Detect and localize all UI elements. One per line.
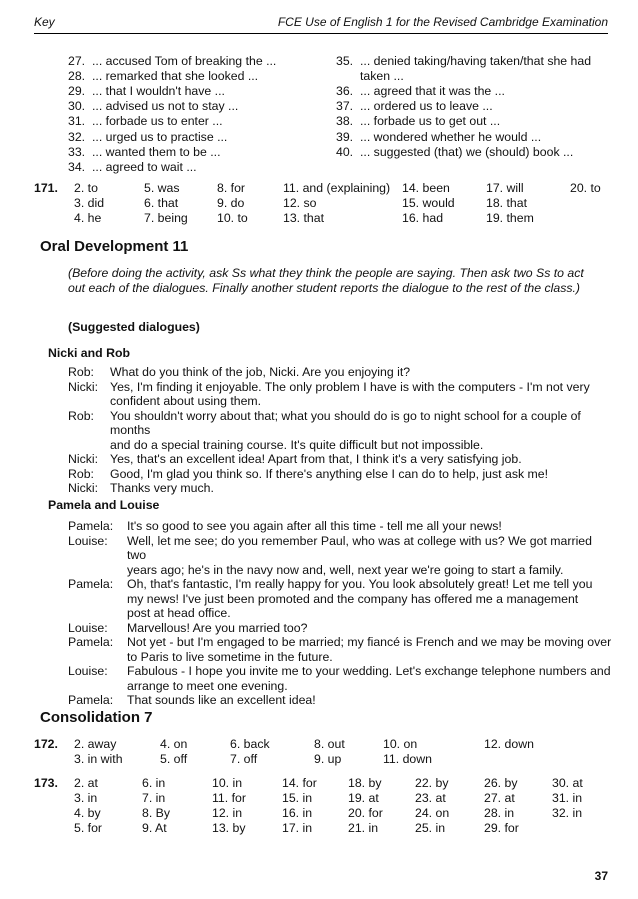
speaker-label: Pamela: xyxy=(68,519,114,533)
answer-item: 10. on xyxy=(383,737,418,751)
dialogue-line xyxy=(68,563,613,578)
answer-item: 4. on xyxy=(160,737,188,751)
speaker-label: Pamela: xyxy=(68,577,114,591)
answer-item: 17. will xyxy=(486,181,524,195)
answer-item: 32. in xyxy=(552,806,583,820)
dialogue-text: Thanks very much. xyxy=(110,481,214,495)
answer-item: 4. by xyxy=(74,806,101,820)
answer-item: 7. in xyxy=(142,791,166,805)
dialogue-1-title: Nicki and Rob xyxy=(48,346,130,360)
list-item-number: 31. xyxy=(68,114,86,129)
dialogue-line xyxy=(68,592,613,607)
list-item-text: ... accused Tom of breaking the ... xyxy=(92,54,277,68)
list-item-number: 35. xyxy=(336,54,354,68)
answer-item: 20. to xyxy=(570,181,601,195)
speaker-label: Louise: xyxy=(68,664,108,678)
answer-item: 15. in xyxy=(282,791,313,805)
list-item-number: 27. xyxy=(68,54,86,68)
dialogue-line xyxy=(68,606,613,621)
header-left: Key xyxy=(34,15,55,29)
dialogue-line xyxy=(68,394,613,409)
dialogue-text: arrange to meet one evening. xyxy=(127,678,288,693)
dialogue-text: post at head office. xyxy=(127,606,231,620)
dialogue-line xyxy=(68,438,613,453)
speaker-label xyxy=(68,394,110,409)
answer-item: 18. by xyxy=(348,776,382,790)
dialogue-text: That sounds like an excellent idea! xyxy=(127,693,316,707)
dialogue-text: and do a special training course. It's quite difficult but not impossible. xyxy=(110,437,484,452)
list-item-text: ... denied taking/having taken/that she had xyxy=(360,54,592,68)
dialogue-2-title: Pamela and Louise xyxy=(48,498,160,512)
dialogue-2 xyxy=(68,519,613,708)
answer-item: 6. that xyxy=(144,196,179,210)
list-item-number: 34. xyxy=(68,159,86,174)
answer-item: 12. so xyxy=(283,196,317,210)
answer-item: 30. at xyxy=(552,776,583,790)
speaker-label xyxy=(68,592,127,607)
consolidation-title: Consolidation 7 xyxy=(40,709,153,726)
speaker-label xyxy=(68,650,127,665)
answer-item: 8. out xyxy=(314,737,345,751)
answer-item: 14. been xyxy=(402,181,450,195)
answer-item: 19. at xyxy=(348,791,379,805)
dialogue-text: Good, I'm glad you think so. If there's anything else I can do to help, just ask me! xyxy=(110,466,549,481)
answer-item: 21. in xyxy=(348,821,379,835)
answer-item: 11. for xyxy=(212,791,246,805)
answer-item: 11. down xyxy=(383,752,432,766)
dialogue-text: Yes, that's an excellent idea! Apart from that, I think it's a very satisfying job. xyxy=(110,452,522,466)
dialogue-line xyxy=(68,452,613,467)
answer-item: 15. would xyxy=(402,196,455,210)
speaker-label xyxy=(68,438,110,453)
dialogue-text: What do you think of the job, Nicki. Are you enjoying it? xyxy=(110,365,411,379)
dialogue-line xyxy=(68,650,613,665)
speaker-label: Louise: xyxy=(68,533,108,548)
dialogue-line xyxy=(68,409,613,438)
list-item-text: ... that I wouldn't have ... xyxy=(92,84,225,99)
list-item-text: ... suggested (that) we (should) book ... xyxy=(360,144,574,159)
list-item-number: 33. xyxy=(68,144,86,159)
dialogue-text: It's so good to see you again after all this time - tell me all your news! xyxy=(127,519,502,533)
answer-item: 5. was xyxy=(144,181,180,195)
list-item-text: ... agreed to wait ... xyxy=(92,159,197,174)
list-item-number: 36. xyxy=(336,84,354,99)
dialogue-line xyxy=(68,621,613,636)
list-item-text: ... wanted them to be ... xyxy=(92,144,221,159)
answer-item: 10. in xyxy=(212,776,243,790)
dialogue-text: Yes, I'm finding it enjoyable. The only problem I have is with the computers - I'm not very xyxy=(110,379,590,394)
answer-item: 6. back xyxy=(230,737,270,751)
answer-item: 9. do xyxy=(217,196,245,210)
list-item-text: ... agreed that it was the ... xyxy=(360,84,505,99)
dialogue-line xyxy=(68,534,613,563)
speaker-label: Nicki: xyxy=(68,481,99,495)
speaker-label: Pamela: xyxy=(68,635,114,649)
answer-item: 14. for xyxy=(282,776,317,790)
speaker-label: Nicki: xyxy=(68,379,99,394)
suggested-dialogues-label: (Suggested dialogues) xyxy=(68,320,200,334)
dialogue-line xyxy=(68,679,613,694)
dialogue-text: Marvellous! Are you married too? xyxy=(127,620,308,635)
dialogue-text: Fabulous - I hope you invite me to your wedding. Let's exchange telephone numbers and xyxy=(127,664,611,678)
answer-item: 11. and (explaining) xyxy=(283,181,391,195)
answer-item: 8. for xyxy=(217,181,246,195)
answer-item: 26. by xyxy=(484,776,518,790)
answer-item: 18. that xyxy=(486,196,528,210)
answer-item: 5. for xyxy=(74,821,103,835)
dialogue-text: to Paris to live sometime in the future. xyxy=(127,649,333,664)
dialogue-line xyxy=(68,664,613,679)
dialogue-text: Well, let me see; do you remember Paul, who was at college with us? We got married two xyxy=(127,533,592,562)
list-item-text: ... ordered us to leave ... xyxy=(360,99,493,114)
list-item-number: 39. xyxy=(336,129,354,144)
dialogue-1 xyxy=(68,365,613,496)
answer-item: 4. he xyxy=(74,211,102,225)
answer-item: 13. by xyxy=(212,821,246,835)
header-right: FCE Use of English 1 for the Revised Cambridge Examination xyxy=(277,15,608,29)
answer-item: 27. at xyxy=(484,791,515,805)
answer-item: 20. for xyxy=(348,806,383,820)
speaker-label: Pamela: xyxy=(68,693,114,707)
answer-item: 2. to xyxy=(74,181,98,195)
answer-item: 22. by xyxy=(415,776,449,790)
list-item-number: 40. xyxy=(336,144,354,159)
header-rule xyxy=(34,33,608,34)
answer-item: 25. in xyxy=(415,821,446,835)
answer-item: 16. had xyxy=(402,211,444,225)
answer-item: 6. in xyxy=(142,776,166,790)
dialogue-text: You shouldn't worry about that; what you should do is go to night school for a couple of months xyxy=(110,408,581,437)
list-item-text: ... forbade us to enter ... xyxy=(92,114,223,129)
list-item-text: ... urged us to practise ... xyxy=(92,129,228,144)
speaker-label xyxy=(68,679,127,694)
answer-item: 13. that xyxy=(283,211,325,225)
page-number: 37 xyxy=(594,869,608,883)
speaker-label: Rob: xyxy=(68,365,94,379)
answer-item: 16. in xyxy=(282,806,313,820)
dialogue-text: confident about using them. xyxy=(110,394,262,408)
dialogue-line xyxy=(68,519,613,534)
answer-item: 12. in xyxy=(212,806,243,820)
dialogue-text: years ago; he's in the navy now and, well, next year we're going to start a family. xyxy=(127,562,564,577)
answer-item: 3. in xyxy=(74,791,98,805)
list-item-number: 37. xyxy=(336,99,354,114)
speaker-label: Rob: xyxy=(68,466,94,481)
dialogue-line xyxy=(68,380,613,395)
speaker-label: Louise: xyxy=(68,620,108,635)
answer-item: 10. to xyxy=(217,211,248,225)
dialogue-line xyxy=(68,467,613,482)
dialogue-text: Not yet - but I'm engaged to be married; my fiancé is French and we may be moving over xyxy=(127,635,612,649)
answer-item: 24. on xyxy=(415,806,450,820)
dialogue-line xyxy=(68,635,613,650)
list-item-number: 30. xyxy=(68,99,86,114)
speaker-label: Rob: xyxy=(68,408,94,423)
answer-item: 12. down xyxy=(484,737,534,751)
dialogue-line xyxy=(68,577,613,592)
exercise-172-label: 172. xyxy=(34,737,58,751)
list-item-text: ... forbade us to get out ... xyxy=(360,114,501,129)
answer-item: 3. in with xyxy=(74,752,123,766)
answer-item: 9. At xyxy=(142,821,167,835)
answer-item: 5. off xyxy=(160,752,188,766)
answer-item: 17. in xyxy=(282,821,313,835)
answer-item: 28. in xyxy=(484,806,515,820)
speaker-label: Nicki: xyxy=(68,452,99,466)
dialogue-line xyxy=(68,693,613,708)
answer-item: 7. off xyxy=(230,752,258,766)
list-item-text: taken ... xyxy=(360,69,404,84)
speaker-label xyxy=(68,606,127,621)
list-item-number: 29. xyxy=(68,84,86,99)
answer-item: 2. away xyxy=(74,737,117,751)
list-item-number: 38. xyxy=(336,114,354,129)
exercise-171-label: 171. xyxy=(34,181,58,195)
answer-item: 7. being xyxy=(144,211,188,225)
oral-development-title: Oral Development 11 xyxy=(40,238,189,255)
answer-item: 23. at xyxy=(415,791,446,805)
speaker-label xyxy=(68,563,127,578)
dialogue-line xyxy=(68,481,613,496)
answer-item: 2. at xyxy=(74,776,98,790)
list-item-text: ... advised us not to stay ... xyxy=(92,99,239,114)
list-item-number: 28. xyxy=(68,69,86,84)
answer-item: 9. up xyxy=(314,752,342,766)
oral-instruction: (Before doing the activity, ask Ss what they think the people are saying. Then ask two Ss to act out each of the dialogues. Finally another student reports the dialogue to the rest of the class.) xyxy=(68,266,584,295)
answer-item: 19. them xyxy=(486,211,534,225)
answer-item: 29. for xyxy=(484,821,519,835)
dialogue-line xyxy=(68,365,613,380)
list-item-text: ... remarked that she looked ... xyxy=(92,69,259,84)
answer-item: 31. in xyxy=(552,791,583,805)
answer-item: 8. By xyxy=(142,806,171,820)
list-item-number: 32. xyxy=(68,129,86,144)
list-item-text: ... wondered whether he would ... xyxy=(360,129,542,144)
answer-item: 3. did xyxy=(74,196,105,210)
dialogue-text: my news! I've just been promoted and the company has offered me a management xyxy=(127,591,579,606)
exercise-173-label: 173. xyxy=(34,776,58,790)
dialogue-text: Oh, that's fantastic, I'm really happy for you. You look absolutely great! Let me tell you xyxy=(127,577,593,591)
